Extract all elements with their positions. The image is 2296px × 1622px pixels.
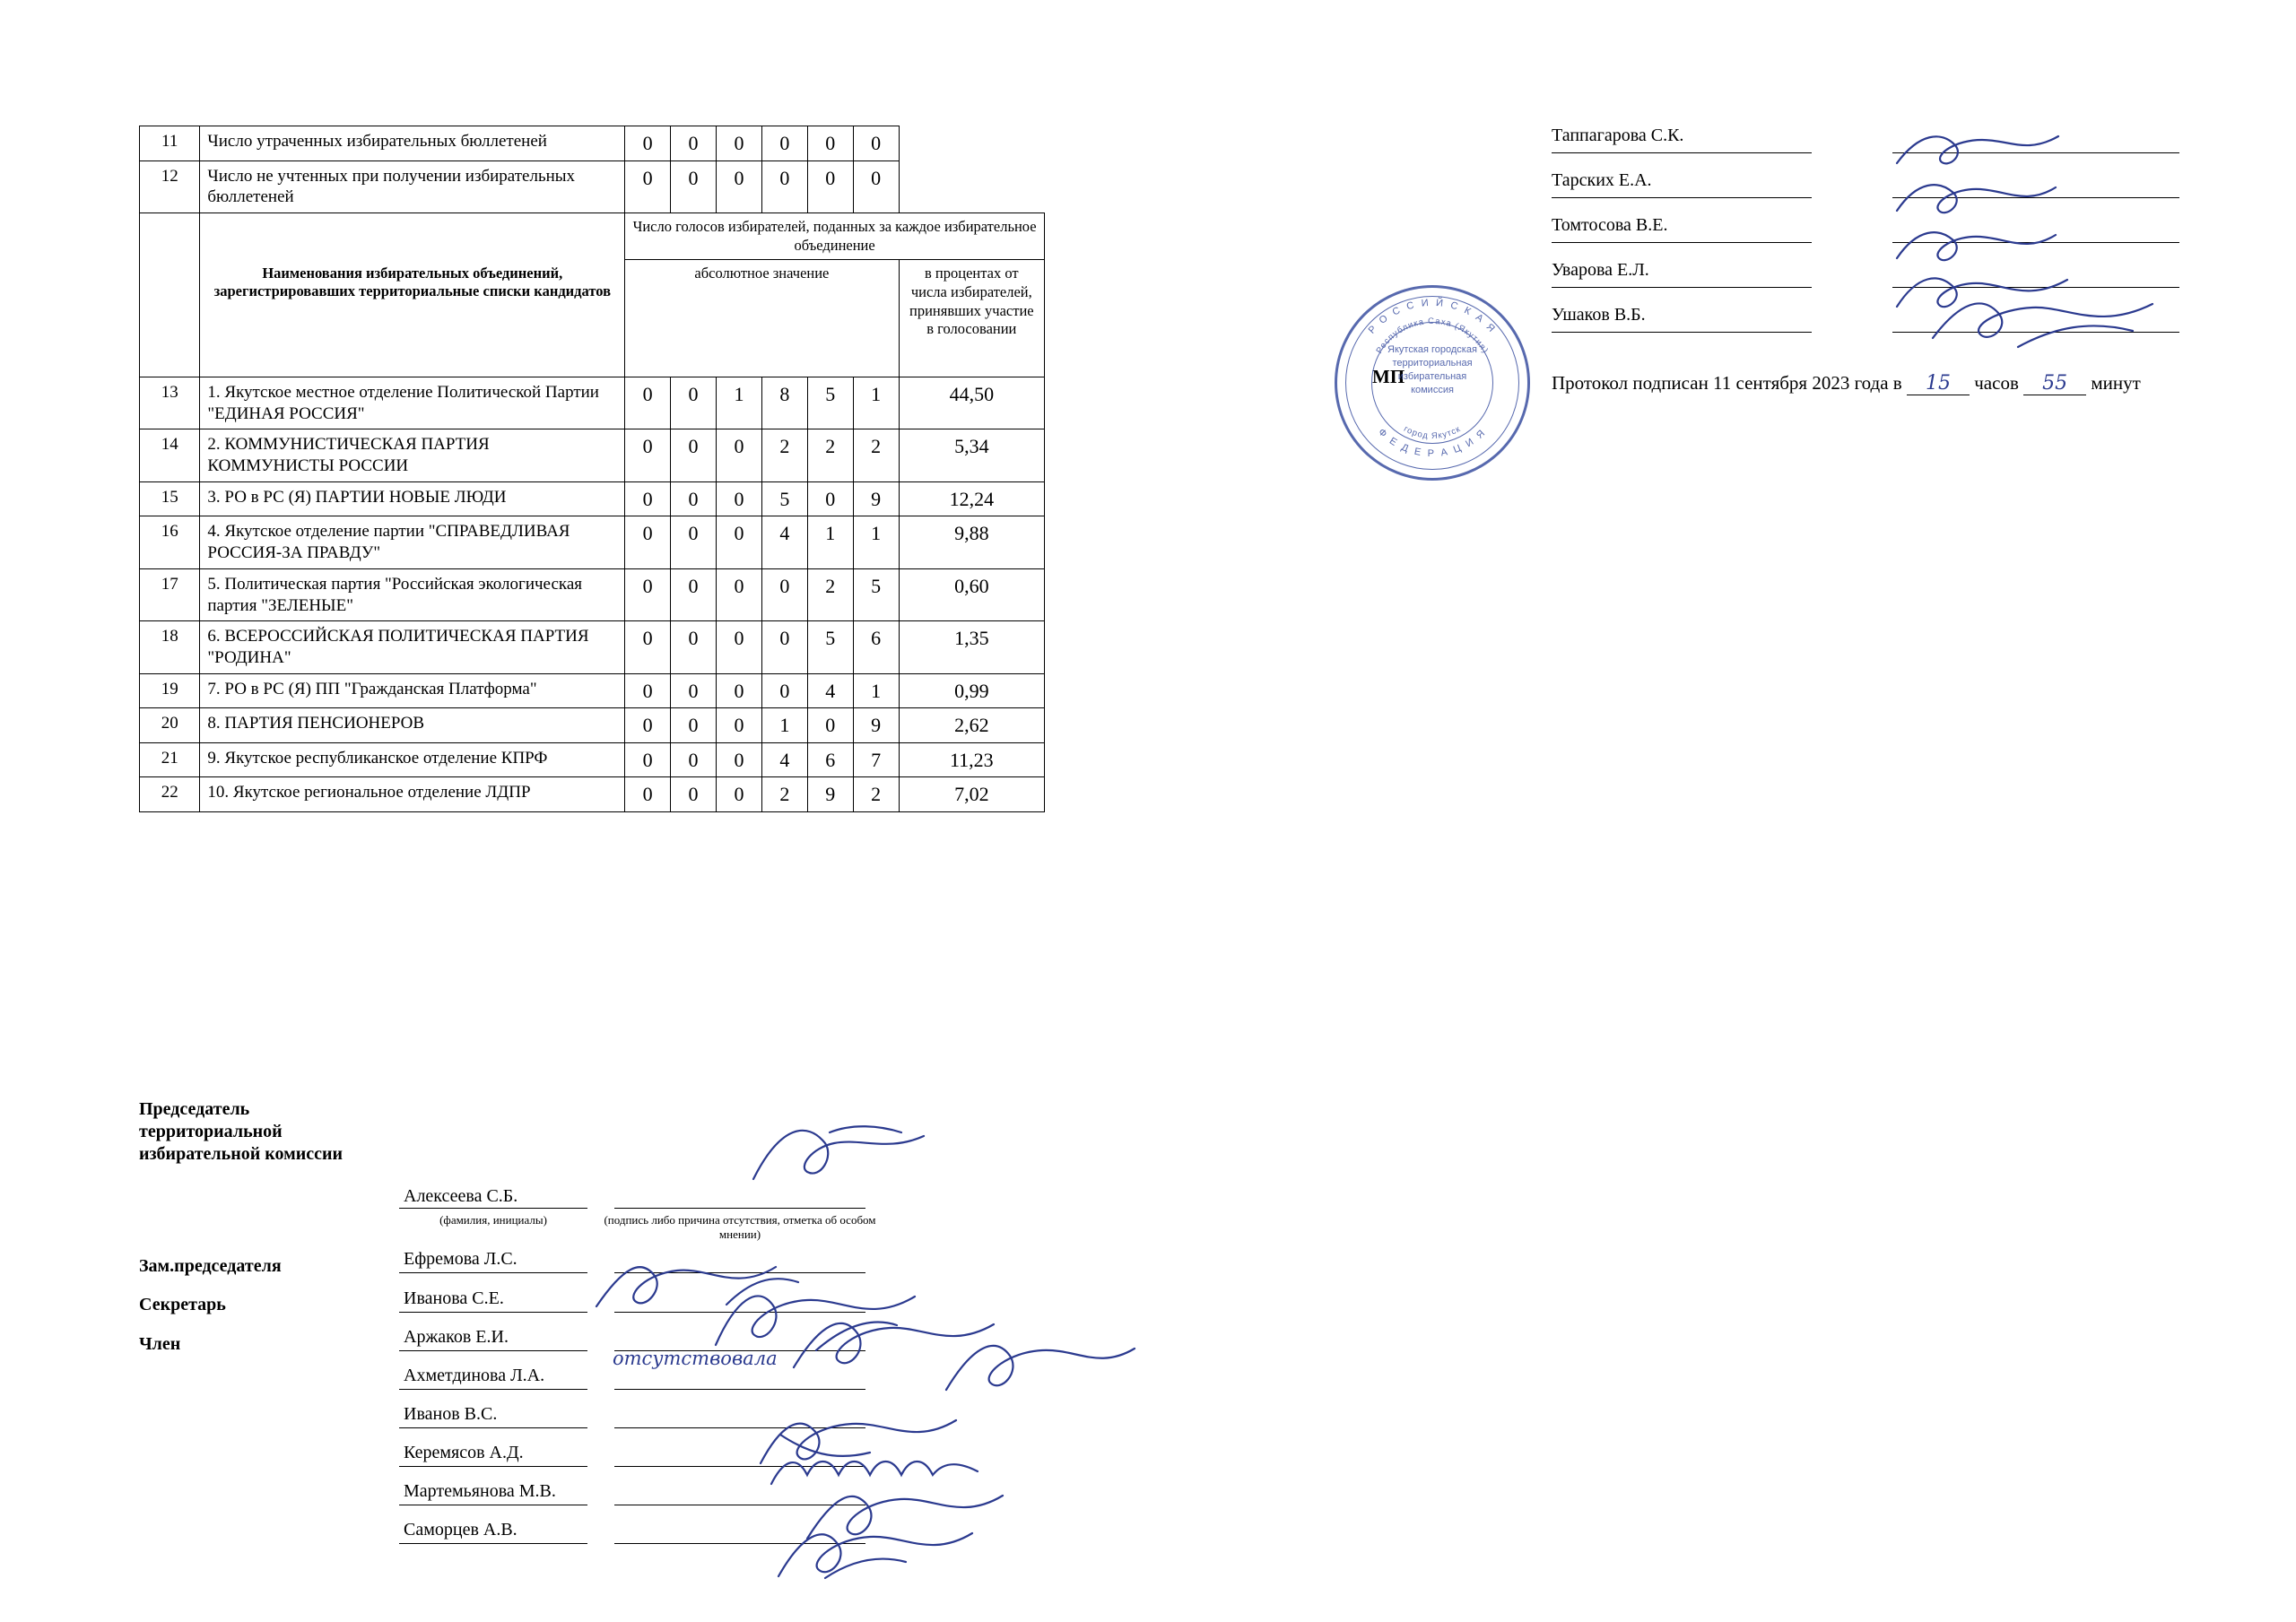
digit-cell: 5 — [807, 621, 853, 674]
digit-cell: 0 — [717, 621, 762, 674]
party-name: 2. КОММУНИСТИЧЕСКАЯ ПАРТИЯ КОММУНИСТЫ РОССИИ — [200, 429, 625, 482]
digit-cell: 0 — [625, 777, 671, 812]
column-header-absolute: абсолютное значение — [625, 260, 899, 377]
party-name: 4. Якутское отделение партии "СПРАВЕДЛИВАЯ РОССИЯ-ЗА ПРАВДУ" — [200, 516, 625, 569]
votes-header: Число голосов избирателей, поданных за каждое избирательное объединение — [625, 213, 1045, 260]
digit-cell: 0 — [625, 429, 671, 482]
digit-cell: 0 — [625, 377, 671, 429]
table-row — [140, 568, 1045, 621]
name-rule — [399, 1285, 587, 1313]
party-name: 8. ПАРТИЯ ПЕНСИОНЕРОВ — [200, 708, 625, 743]
minutes-value: 55 — [2023, 372, 2086, 395]
digit-cell: 0 — [761, 126, 807, 161]
signer-name: Керемясов А.Д. — [404, 1443, 524, 1462]
table-row — [140, 160, 1045, 213]
row-number: 11 — [140, 126, 200, 161]
handwritten-signature — [942, 1327, 1157, 1408]
hours-label: часов — [1974, 372, 2019, 394]
digit-cell: 0 — [625, 126, 671, 161]
row-number: 16 — [140, 516, 200, 569]
signer-name: Уварова Е.Л. — [1552, 260, 1649, 280]
signature-rule — [614, 1439, 865, 1467]
digit-cell: 0 — [625, 568, 671, 621]
digit-cell: 5 — [853, 568, 899, 621]
party-name: 5. Политическая партия "Российская экологическая партия "ЗЕЛЕНЫЕ" — [200, 568, 625, 621]
digit-cell: 0 — [671, 568, 717, 621]
role-deputy: Зам.председателя — [139, 1256, 282, 1276]
digit-cell: 1 — [807, 516, 853, 569]
digit-cell: 0 — [671, 673, 717, 708]
percent-cell: 5,34 — [899, 429, 1044, 482]
digit-cell: 0 — [761, 160, 807, 213]
signer-name: Мартемьянова М.В. — [404, 1481, 556, 1501]
party-name: 10. Якутское региональное отделение ЛДПР — [200, 777, 625, 812]
digit-cell: 1 — [853, 377, 899, 429]
table-row — [140, 377, 1045, 429]
digit-cell: 5 — [807, 377, 853, 429]
protocol-results-table — [139, 126, 1045, 812]
column-header-names: Наименования избирательных объединений, зарегистрировавших территориальные списки кандидатов — [200, 260, 625, 377]
digit-cell: 0 — [853, 160, 899, 213]
digit-cell: 0 — [671, 160, 717, 213]
digit-cell: 0 — [717, 777, 762, 812]
row-number: 21 — [140, 742, 200, 777]
right-signature-list — [1552, 126, 2179, 350]
signature-rule — [614, 1362, 865, 1390]
name-rule — [399, 1439, 587, 1467]
digit-cell: 0 — [717, 516, 762, 569]
name-rule — [399, 1181, 587, 1209]
signature-caption: (подпись либо причина отсутствия, отметка об особом мнении) — [604, 1213, 876, 1241]
digit-cell: 0 — [807, 481, 853, 516]
percent-cell: 0,60 — [899, 568, 1044, 621]
digit-cell: 0 — [625, 516, 671, 569]
digit-cell: 4 — [807, 673, 853, 708]
party-name: 9. Якутское республиканское отделение КПРФ — [200, 742, 625, 777]
digit-cell: 8 — [761, 377, 807, 429]
name-rule — [399, 1245, 587, 1273]
role-member: Член — [139, 1334, 181, 1354]
table-row — [140, 708, 1045, 743]
signature-rule — [614, 1245, 865, 1273]
digit-cell: 2 — [761, 429, 807, 482]
stamp-inner-bottom: город Якутск — [1402, 423, 1463, 442]
percent-cell: 11,23 — [899, 742, 1044, 777]
digit-cell: 1 — [853, 673, 899, 708]
percent-cell: 1,35 — [899, 621, 1044, 674]
digit-cell: 0 — [625, 481, 671, 516]
spacer-cell — [140, 260, 200, 377]
signed-datetime-line — [1552, 372, 2141, 395]
row-number: 20 — [140, 708, 200, 743]
signer-name: Ушаков В.Б. — [1552, 305, 1646, 325]
list-item — [1552, 260, 2179, 305]
table-row — [140, 481, 1045, 516]
digit-cell: 0 — [807, 160, 853, 213]
digit-cell: 0 — [625, 160, 671, 213]
name-caption: (фамилия, инициалы) — [439, 1213, 547, 1227]
table-row — [140, 429, 1045, 482]
table-row — [140, 516, 1045, 569]
signer-name: Ефремова Л.С. — [404, 1249, 517, 1269]
digit-cell: 2 — [853, 429, 899, 482]
name-rule — [399, 1362, 587, 1390]
party-name: 6. ВСЕРОССИЙСКАЯ ПОЛИТИЧЕСКАЯ ПАРТИЯ "РОДИНА" — [200, 621, 625, 674]
signer-name: Аржаков Е.И. — [404, 1327, 509, 1347]
role-secretary: Секретарь — [139, 1295, 226, 1314]
mp-label: МП — [1372, 366, 1405, 387]
digit-cell: 7 — [853, 742, 899, 777]
digit-cell: 0 — [671, 429, 717, 482]
digit-cell: 0 — [671, 742, 717, 777]
digit-cell: 0 — [671, 516, 717, 569]
percent-cell: 44,50 — [899, 377, 1044, 429]
table-header-votes — [140, 213, 1045, 260]
stamp-outer-bottom: Ф Е Д Е Р А Ц И Я — [1376, 426, 1489, 460]
digit-cell: 9 — [853, 708, 899, 743]
signer-name: Таппагарова С.К. — [1552, 126, 1684, 145]
digit-cell: 0 — [761, 568, 807, 621]
row-label: Число утраченных избирательных бюллетеней — [200, 126, 625, 161]
signature-rule — [1892, 242, 2179, 243]
digit-cell: 6 — [853, 621, 899, 674]
percent-cell: 12,24 — [899, 481, 1044, 516]
digit-cell: 0 — [625, 742, 671, 777]
signature-rule — [1892, 197, 2179, 198]
minutes-label: минут — [2091, 372, 2141, 394]
row-number: 12 — [140, 160, 200, 213]
signature-rule — [614, 1516, 865, 1544]
stamp-inner-top: Республика Саха (Якутия) — [1374, 316, 1491, 356]
hours-value: 15 — [1907, 372, 1970, 395]
spacer-cell — [200, 213, 625, 260]
signature-rule — [1892, 152, 2179, 153]
table-row — [140, 742, 1045, 777]
signature-rule — [614, 1401, 865, 1428]
row-number: 19 — [140, 673, 200, 708]
official-stamp — [1335, 285, 1530, 481]
signature-rule — [1892, 332, 2179, 333]
table-header-subcols — [140, 260, 1045, 377]
row-number: 17 — [140, 568, 200, 621]
digit-cell: 0 — [807, 708, 853, 743]
name-rule — [399, 1478, 587, 1505]
row-number: 14 — [140, 429, 200, 482]
digit-cell: 0 — [671, 126, 717, 161]
name-rule — [399, 1401, 587, 1428]
digit-cell: 0 — [761, 673, 807, 708]
column-header-percent: в процентах от числа избирателей, принявших участие в голосовании — [899, 260, 1044, 377]
signer-name: Саморцев А.В. — [404, 1520, 517, 1540]
digit-cell: 5 — [761, 481, 807, 516]
percent-cell: 7,02 — [899, 777, 1044, 812]
party-name: 7. РО в РС (Я) ПП "Гражданская Платформа" — [200, 673, 625, 708]
signature-rule — [614, 1285, 865, 1313]
signer-name: Иванов В.С. — [404, 1404, 498, 1424]
name-rule — [399, 1323, 587, 1351]
digit-cell: 0 — [625, 708, 671, 743]
signer-name: Томтосова В.Е. — [1552, 215, 1668, 235]
digit-cell: 0 — [671, 481, 717, 516]
digit-cell: 4 — [761, 516, 807, 569]
digit-cell: 0 — [625, 673, 671, 708]
digit-cell: 0 — [717, 429, 762, 482]
digit-cell: 0 — [717, 742, 762, 777]
row-number: 18 — [140, 621, 200, 674]
absence-note: отсутствовала — [613, 1348, 778, 1369]
signature-rule — [1892, 287, 2179, 288]
signature-rule — [614, 1478, 865, 1505]
digit-cell: 9 — [853, 481, 899, 516]
list-item — [1552, 126, 2179, 170]
signature-rule — [614, 1323, 865, 1351]
digit-cell: 0 — [717, 568, 762, 621]
table-row — [140, 621, 1045, 674]
digit-cell: 0 — [717, 160, 762, 213]
digit-cell: 4 — [761, 742, 807, 777]
party-name: 3. РО в РС (Я) ПАРТИИ НОВЫЕ ЛЮДИ — [200, 481, 625, 516]
name-rule — [1552, 332, 1812, 333]
name-rule — [399, 1516, 587, 1544]
digit-cell: 0 — [717, 481, 762, 516]
row-number: 22 — [140, 777, 200, 812]
percent-cell: 9,88 — [899, 516, 1044, 569]
list-item — [1552, 305, 2179, 350]
row-number: 13 — [140, 377, 200, 429]
table-row — [140, 126, 1045, 161]
digit-cell: 0 — [717, 126, 762, 161]
digit-cell: 1 — [853, 516, 899, 569]
digit-cell: 0 — [807, 126, 853, 161]
row-number: 15 — [140, 481, 200, 516]
name-rule — [1552, 152, 1812, 153]
name-rule — [1552, 197, 1812, 198]
digit-cell: 0 — [717, 708, 762, 743]
digit-cell: 1 — [717, 377, 762, 429]
list-item — [1552, 170, 2179, 215]
percent-cell: 0,99 — [899, 673, 1044, 708]
party-name: 1. Якутское местное отделение Политической Партии "ЕДИНАЯ РОССИЯ" — [200, 377, 625, 429]
percent-cell: 2,62 — [899, 708, 1044, 743]
digit-cell: 2 — [761, 777, 807, 812]
signature-rule — [614, 1181, 865, 1209]
digit-cell: 0 — [671, 708, 717, 743]
digit-cell: 2 — [853, 777, 899, 812]
stamp-outer-top: Р О С С И Й С К А Я — [1366, 297, 1499, 336]
digit-cell: 6 — [807, 742, 853, 777]
list-item — [1552, 215, 2179, 260]
name-rule — [1552, 242, 1812, 243]
table-row — [140, 777, 1045, 812]
signed-prefix: Протокол подписан 11 сентября 2023 года в — [1552, 372, 1902, 394]
signer-name: Ахметдинова Л.А. — [404, 1366, 545, 1385]
digit-cell: 0 — [625, 621, 671, 674]
digit-cell: 9 — [807, 777, 853, 812]
stamp-center-text: Якутская городская территориальная избирательная комиссия — [1387, 344, 1477, 395]
signer-name: Алексеева С.Б. — [404, 1186, 518, 1206]
digit-cell: 1 — [761, 708, 807, 743]
digit-cell: 2 — [807, 429, 853, 482]
digit-cell: 0 — [853, 126, 899, 161]
digit-cell: 0 — [761, 621, 807, 674]
digit-cell: 0 — [671, 377, 717, 429]
digit-cell: 2 — [807, 568, 853, 621]
signer-name: Тарских Е.А. — [1552, 170, 1652, 190]
digit-cell: 0 — [717, 673, 762, 708]
spacer-cell — [140, 213, 200, 260]
digit-cell: 0 — [671, 621, 717, 674]
row-label: Число не учтенных при получении избирательных бюллетеней — [200, 160, 625, 213]
name-rule — [1552, 287, 1812, 288]
digit-cell: 0 — [671, 777, 717, 812]
role-chairman: Председатель территориальной избирательной комиссии — [139, 1099, 344, 1164]
table-row — [140, 673, 1045, 708]
signer-name: Иванова С.Е. — [404, 1288, 504, 1308]
